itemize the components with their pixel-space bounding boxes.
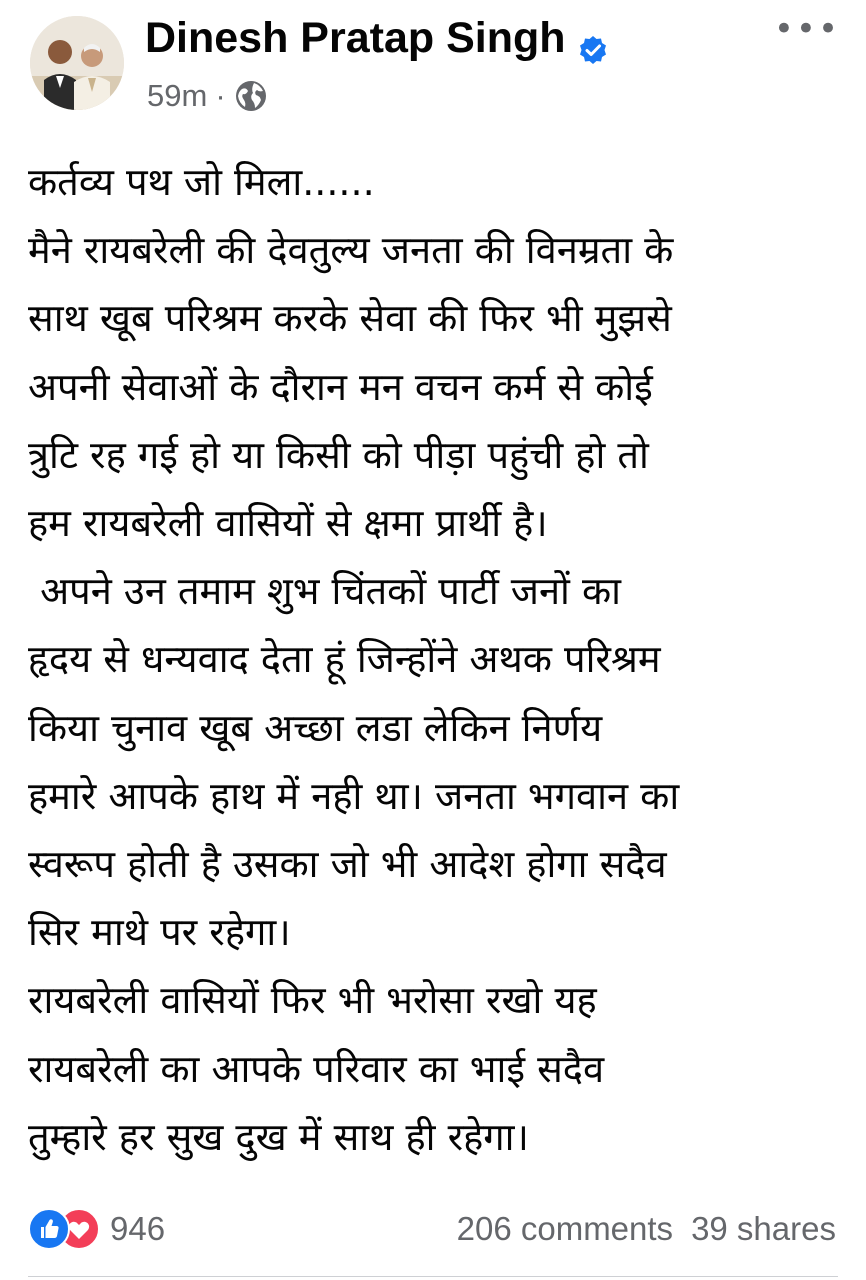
verified-badge-icon bbox=[578, 23, 608, 53]
meta-separator: · bbox=[215, 78, 226, 113]
shares-link[interactable]: 39 shares bbox=[691, 1210, 836, 1247]
post-time[interactable]: 59m bbox=[147, 78, 208, 113]
divider bbox=[28, 1276, 838, 1277]
reactions-summary[interactable] bbox=[28, 1208, 165, 1250]
post-line: स्वरूप होती है उसका जो भी आदेश होगा सदैव bbox=[28, 842, 667, 887]
post-footer bbox=[0, 1196, 866, 1262]
post-line: हृदय से धन्यवाद देता हूं जिन्होंने अथक परिश्रम bbox=[28, 637, 661, 682]
more-options-button[interactable]: ••• bbox=[773, 9, 840, 49]
reaction-count: 946 bbox=[110, 1210, 166, 1247]
globe-icon bbox=[234, 79, 268, 113]
post-line: रायबरेली वासियों फिर भी भरोसा रखो यह bbox=[28, 978, 597, 1023]
author-name-row bbox=[145, 10, 608, 66]
post-line: रायबरेली का आपके परिवार का भाई सदैव bbox=[28, 1046, 605, 1091]
like-icon bbox=[28, 1208, 70, 1250]
post-header bbox=[0, 0, 866, 120]
post-line: त्रुटि रह गई हो या किसी को पीड़ा पहुंची हो तो bbox=[28, 432, 649, 477]
author-name[interactable]: Dinesh Pratap Singh bbox=[145, 14, 566, 62]
engagement-stats bbox=[457, 1210, 836, 1248]
avatar-image bbox=[30, 16, 124, 110]
profile-avatar[interactable] bbox=[30, 16, 124, 110]
post-line: कर्तव्य पथ जो मिला...... bbox=[28, 160, 375, 204]
post-line: हमारे आपके हाथ में नही था। जनता भगवान का bbox=[28, 773, 680, 818]
comments-link[interactable]: 206 comments bbox=[456, 1210, 674, 1247]
post-line: किया चुनाव खूब अच्छा लडा लेकिन निर्णय bbox=[28, 705, 603, 750]
post-meta bbox=[147, 74, 268, 118]
post-line: अपने उन तमाम शुभ चिंतकों पार्टी जनों का bbox=[28, 569, 621, 614]
post-body bbox=[28, 148, 848, 1171]
post-line: हम रायबरेली वासियों से क्षमा प्रार्थी है। bbox=[28, 501, 548, 546]
post-line: मैने रायबरेली की देवतुल्य जनता की विनम्रता के bbox=[28, 228, 674, 273]
post-line: साथ खूब परिश्रम करके सेवा की फिर भी मुझसे bbox=[28, 296, 672, 341]
post-line: सिर माथे पर रहेगा। bbox=[28, 910, 291, 955]
post-line: अपनी सेवाओं के दौरान मन वचन कर्म से कोई bbox=[28, 364, 653, 409]
post-line: तुम्हारे हर सुख दुख में साथ ही रहेगा। bbox=[28, 1114, 529, 1159]
